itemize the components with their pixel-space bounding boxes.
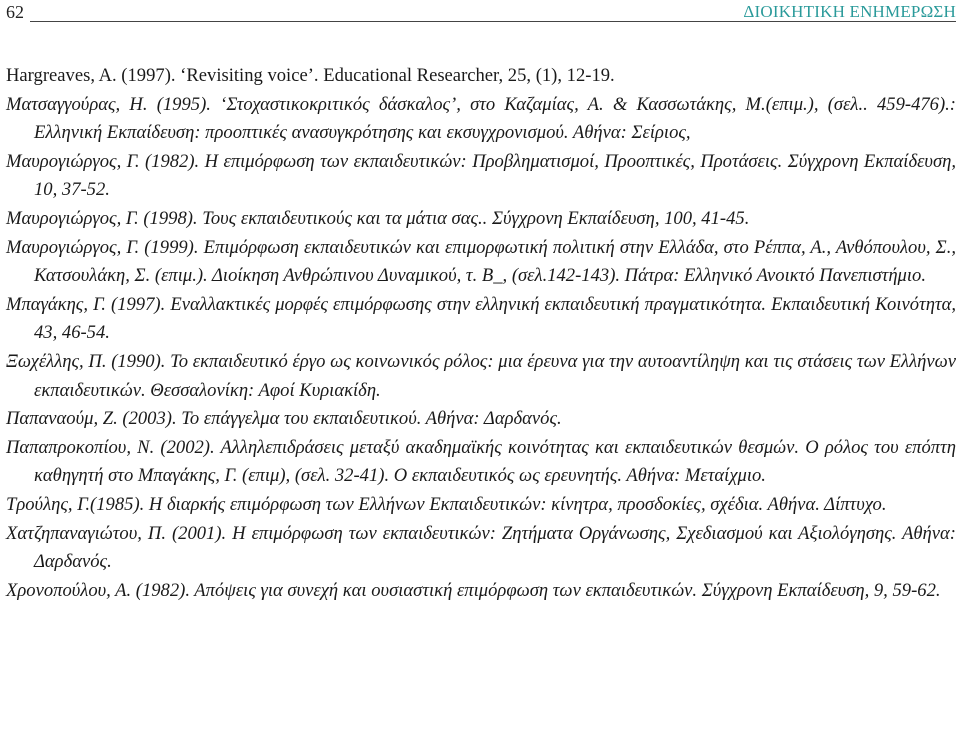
reference-entry: Ματσαγγούρας, Η. (1995). ‘Στοχαστικοκριτικός δάσκαλος’, στο Καζαμίας, Α. & Κασσωτάκης, Μ.(επιμ.), (σελ.. 459-476).: Ελληνική Εκπαίδευση: προοπτικές ανασυγκρότησης και εκσυγχρονισμού. Αθήνα: Σείριος, [6, 93, 956, 144]
reference-entry: Χατζηπαναγιώτου, Π. (2001). Η επιμόρφωση των εκπαιδευτικών: Ζητήματα Οργάνωσης, Σχεδιασμού και Αξιολόγησης. Αθήνα: Δαρδανός. [6, 522, 956, 573]
reference-list [6, 62, 956, 605]
reference-entry: Μαυρογιώργος, Γ. (1998). Τους εκπαιδευτικούς και τα μάτια σας.. Σύγχρονη Εκπαίδευση, 100, 41-45. [6, 207, 750, 229]
reference-entry: Παπαναούμ, Ζ. (2003). Το επάγγελμα του εκπαιδευτικού. Αθήνα: Δαρδανός. [6, 408, 562, 430]
reference-entry: Ξωχέλλης, Π. (1990). Το εκπαιδευτικό έργο ως κοινωνικός ρόλος: μια έρευνα για την αυτοαντίληψη και τις στάσεις των Ελλήνων εκπαιδευτικών. Θεσσαλονίκη: Αφοί Κυριακίδη. [6, 350, 956, 401]
reference-entry: Τρούλης, Γ.(1985). Η διαρκής επιμόρφωση των Ελλήνων Εκπαιδευτικών: κίνητρα, προσδοκίες, σχέδια. Αθήνα. Δίπτυχο. [6, 493, 887, 515]
reference-entry: Μαυρογιώργος, Γ. (1999). Επιμόρφωση εκπαιδευτικών και επιμορφωτική πολιτική στην Ελλάδα, στο Ρέππα, Α., Ανθόπουλου, Σ., Κατσουλάκη, Σ. (επιμ.). Διοίκηση Ανθρώπινου Δυναμικού, τ. Β_, (σελ.142-143). Πάτρα: Ελληνικό Ανοικτό Πανεπιστήμιο. [6, 236, 956, 287]
reference-entry: Παπαπροκοπίου, Ν. (2002). Αλληλεπιδράσεις μεταξύ ακαδημαϊκής κοινότητας και εκπαιδευτικών θεσμών. Ο ρόλος του επόπτη καθηγητή στο Μπαγάκης, Γ. (επιμ), (σελ. 32-41). Ο εκπαιδευτικός ως ερευνητής. Αθήνα: Μεταίχμιο. [6, 436, 956, 487]
reference-entry: Χρονοπούλου, Α. (1982). Απόψεις για συνεχή και ουσιαστική επιμόρφωση των εκπαιδευτικών. Σύγχρονη Εκπαίδευση, 9, 59-62. [6, 579, 941, 601]
reference-entry: Μπαγάκης, Γ. (1997). Εναλλακτικές μορφές επιμόρφωσης στην ελληνική εκπαιδευτική πραγματικότητα. Εκπαιδευτική Κοινότητα, 43, 46-54. [6, 293, 956, 344]
page-header [0, 0, 960, 24]
reference-entry: Hargreaves, A. (1997). ‘Revisiting voice’. Educational Researcher, 25, (1), 12-19. [6, 65, 615, 86]
page-number: 62 [6, 2, 24, 22]
running-title: ΔΙΟΙΚΗΤΙΚΗ ΕΝΗΜΕΡΩΣΗ [743, 2, 956, 21]
header-rule [30, 21, 956, 22]
reference-entry: Μαυρογιώργος, Γ. (1982). Η επιμόρφωση των εκπαιδευτικών: Προβληματισμοί, Προοπτικές, Προτάσεις. Σύγχρονη Εκπαίδευση, 10, 37-52. [6, 150, 956, 201]
